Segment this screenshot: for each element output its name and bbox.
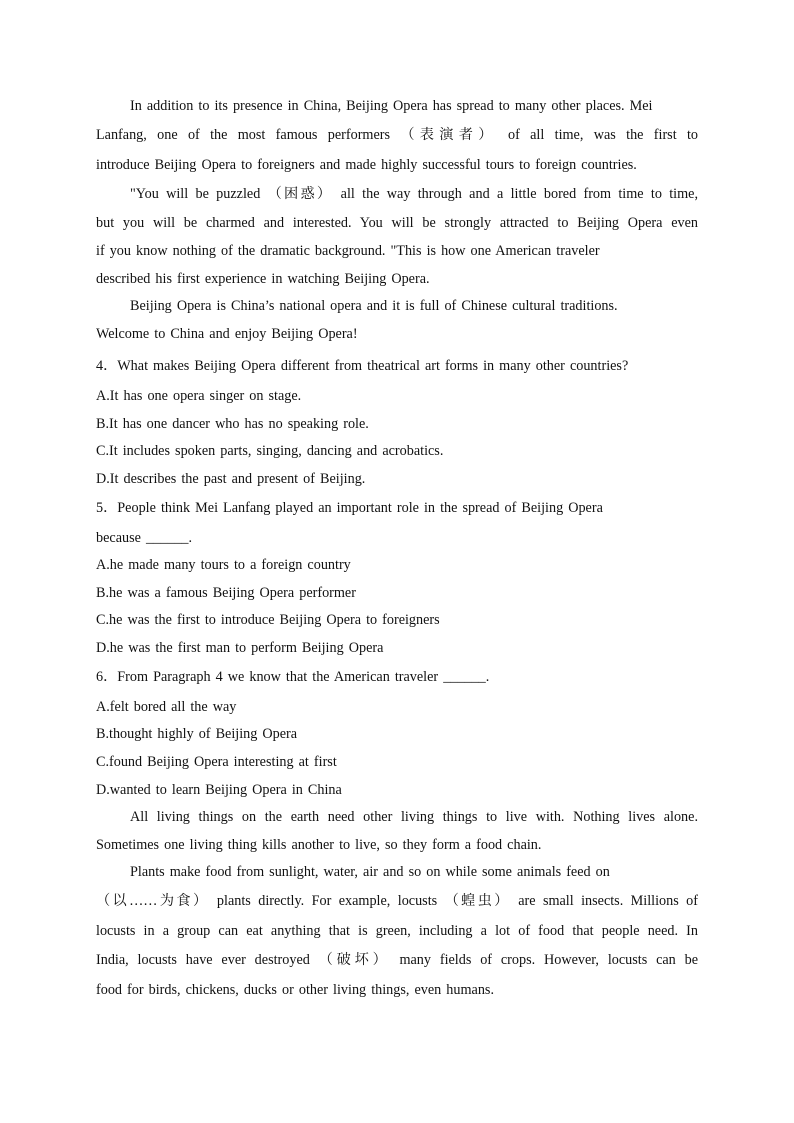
passage-a-p1-line-3: introduce Beijing Opera to foreigners and made highly successful tours to foreign countries. [96, 157, 637, 173]
passage-a-p1-line-1: In addition to its presence in China, Beijing Opera has spread to many other places. Mei [130, 98, 653, 114]
question-6-option-b: B.thought highly of Beijing Opera [96, 726, 298, 742]
passage-a-p2-line-1: "You will be puzzled （困惑） all the way through and a little bored from time to time, [130, 186, 698, 202]
question-4-option-a: A.It has one opera singer on stage. [96, 388, 302, 404]
question-4-stem: 4．What makes Beijing Opera different from theatrical art forms in many other countries? [96, 358, 629, 374]
passage-a-p3-line-2: Welcome to China and enjoy Beijing Opera! [96, 326, 358, 342]
passage-b-p1-line-1: All living things on the earth need other living things to live with. Nothing lives alone. [130, 809, 698, 825]
question-6-option-d: D.wanted to learn Beijing Opera in China [96, 782, 342, 798]
question-6-stem: 6．From Paragraph 4 we know that the American traveler ______. [96, 669, 490, 685]
question-5-option-c: C.he was the first to introduce Beijing Opera to foreigners [96, 612, 440, 628]
passage-b-p1-line-2: Sometimes one living thing kills another to live, so they form a food chain. [96, 837, 542, 853]
passage-b-p2-line-1: Plants make food from sunlight, water, air and so on while some animals feed on [130, 864, 610, 880]
question-5-stem-line-2: because ______. [96, 530, 193, 546]
passage-b-p2-line-3: locusts in a group can eat anything that is green, including a lot of food that people need. In [96, 923, 698, 939]
question-4-option-c: C.It includes spoken parts, singing, dancing and acrobatics. [96, 443, 444, 459]
passage-a-p1-line-2: Lanfang, one of the most famous performers （表演者） of all time, was the first to [96, 127, 698, 143]
question-6-option-a: A.felt bored all the way [96, 699, 237, 715]
passage-a-p2-line-3: if you know nothing of the dramatic background. "This is how one American traveler [96, 243, 600, 259]
question-4-option-b: B.It has one dancer who has no speaking role. [96, 416, 369, 432]
question-6-option-c: C.found Beijing Opera interesting at first [96, 754, 337, 770]
question-5-option-b: B.he was a famous Beijing Opera performer [96, 585, 356, 601]
passage-b-p2-line-5: food for birds, chickens, ducks or other living things, even humans. [96, 982, 494, 998]
question-5-option-a: A.he made many tours to a foreign country [96, 557, 351, 573]
question-5-stem-line-1: 5．People think Mei Lanfang played an important role in the spread of Beijing Opera [96, 500, 603, 516]
passage-b-p2-line-2: （以……为食） plants directly. For example, locusts （蝗虫） are small insects. Millions of [96, 893, 698, 909]
question-5-option-d: D.he was the first man to perform Beijing Opera [96, 640, 384, 656]
question-4-option-d: D.It describes the past and present of Beijing. [96, 471, 366, 487]
passage-a-p2-line-4: described his first experience in watching Beijing Opera. [96, 271, 430, 287]
passage-a-p2-line-2: but you will be charmed and interested. You will be strongly attracted to Beijing Opera even [96, 215, 698, 231]
passage-a-p3-line-1: Beijing Opera is China’s national opera and it is full of Chinese cultural traditions. [130, 298, 618, 314]
passage-b-p2-line-4: India, locusts have ever destroyed （破坏） many fields of crops. However, locusts can be [96, 952, 698, 968]
